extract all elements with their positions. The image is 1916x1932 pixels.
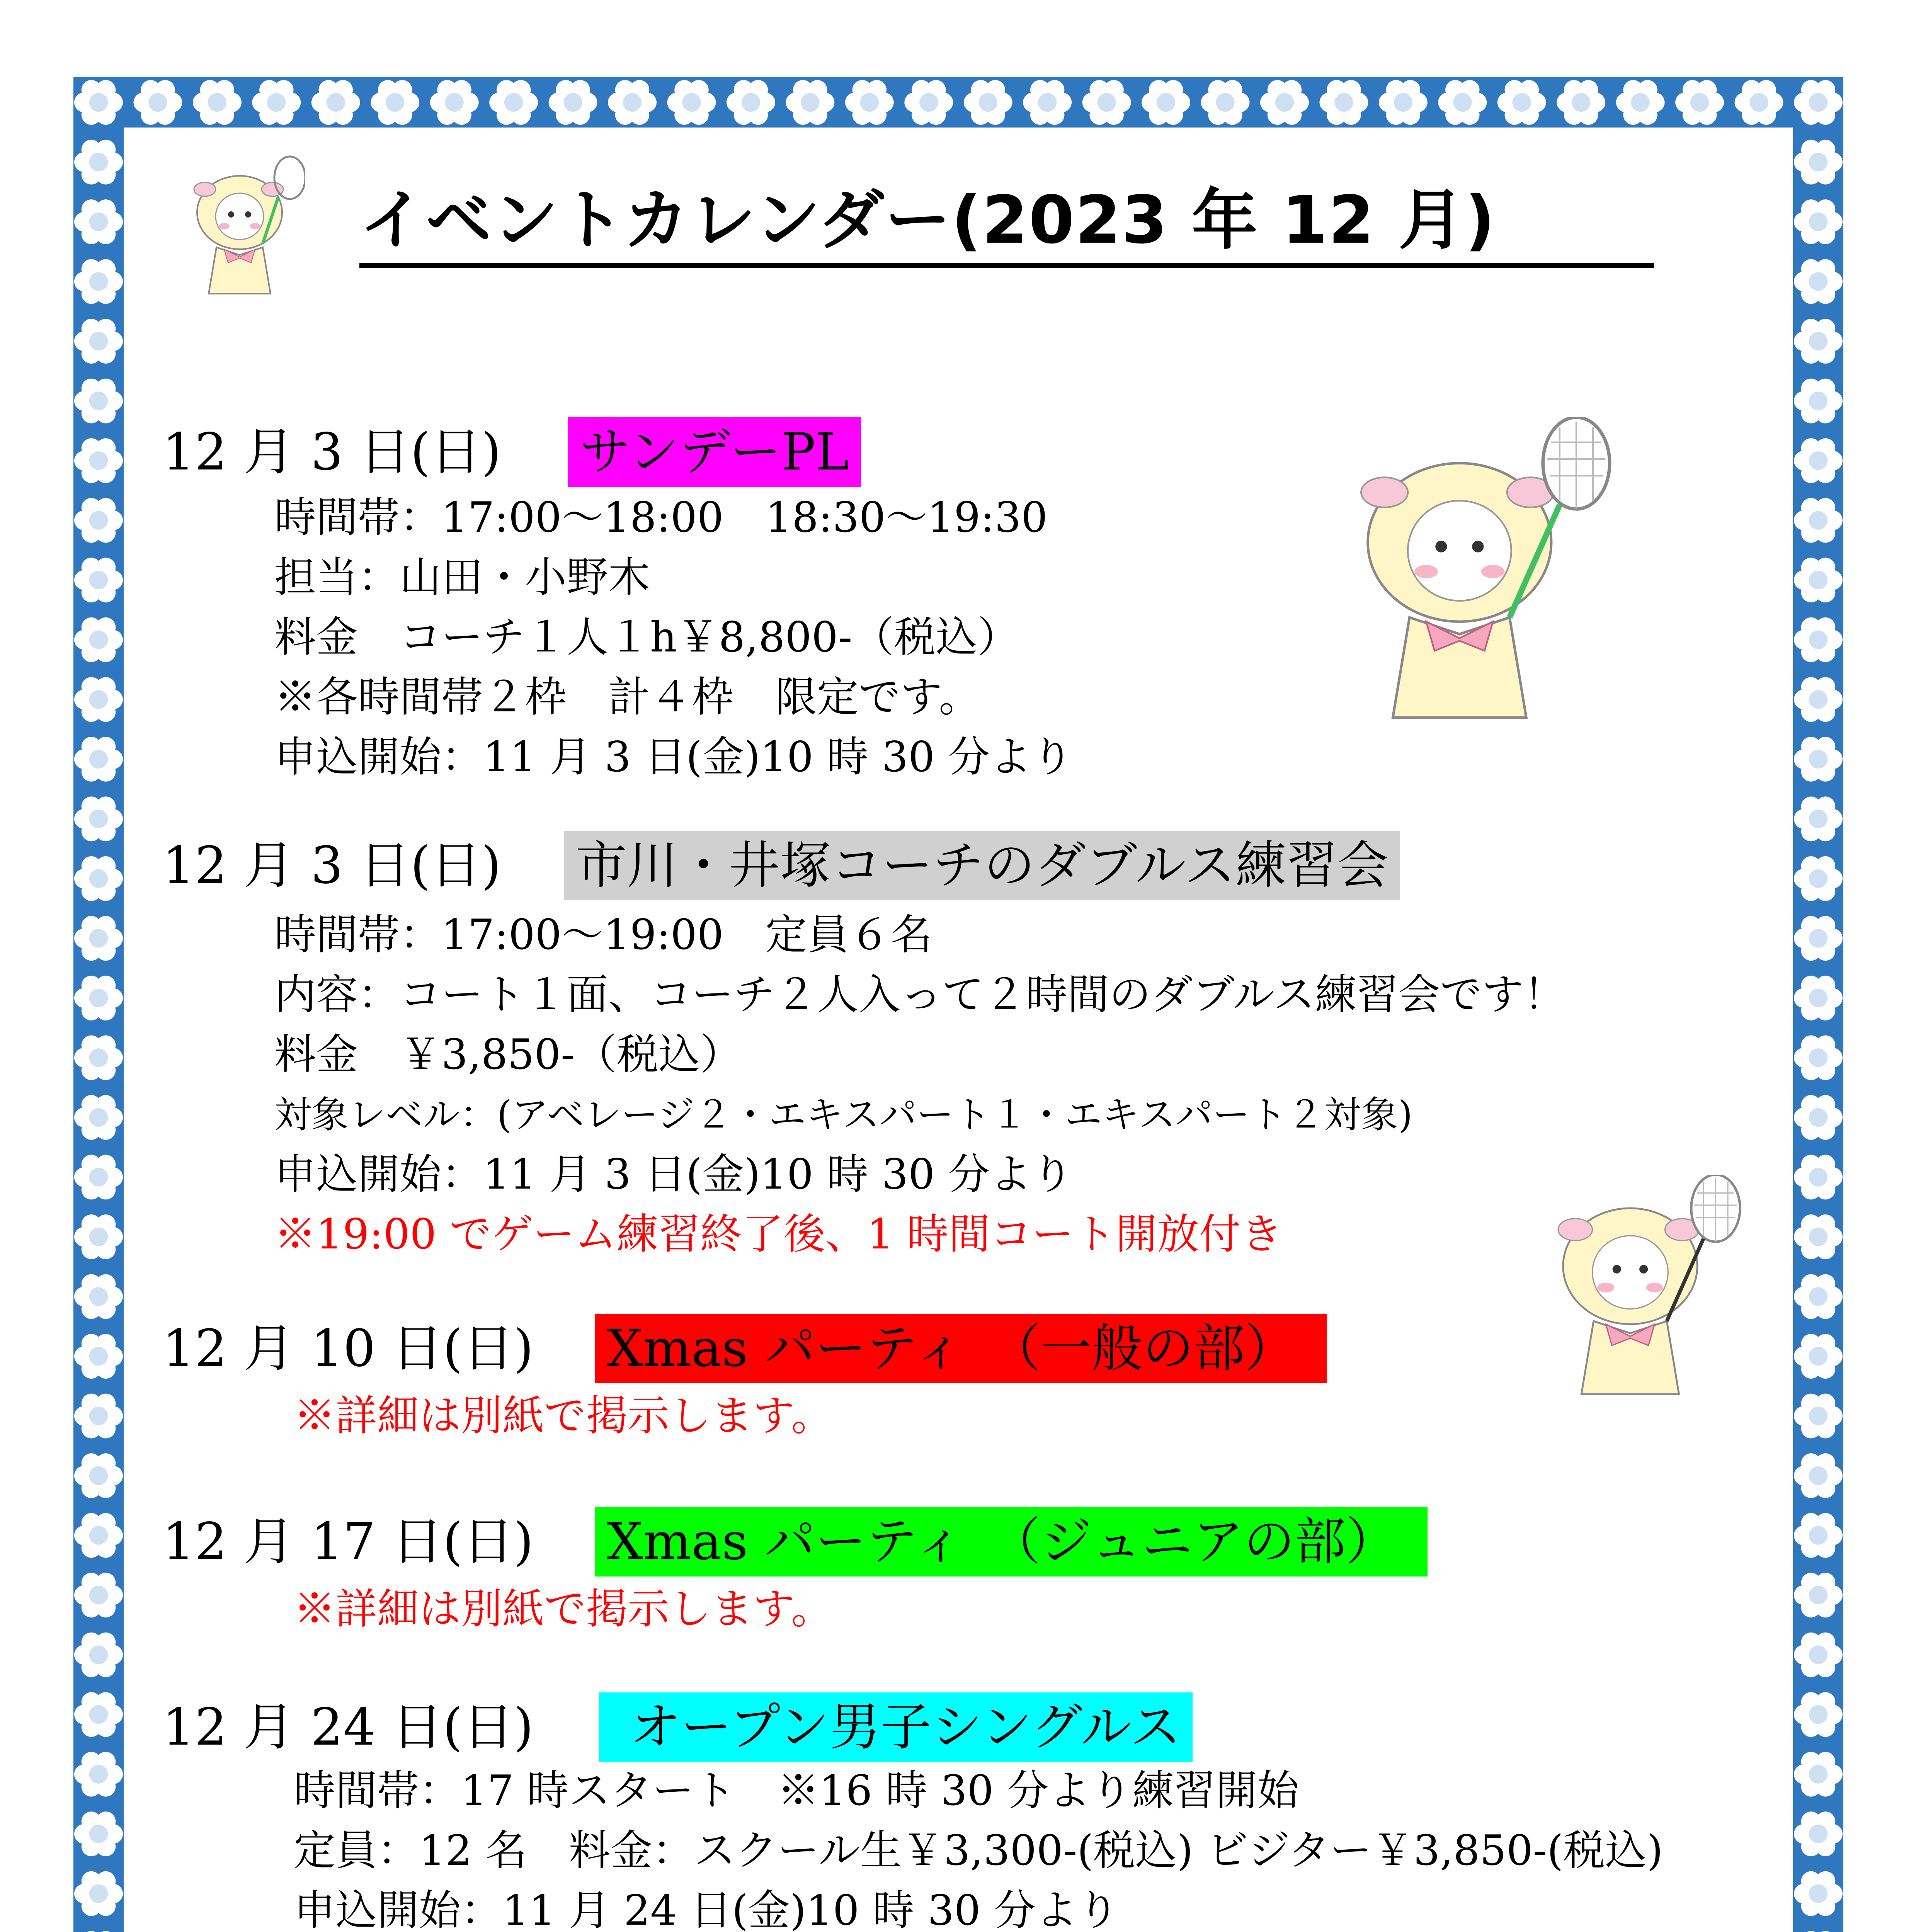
flower-icon bbox=[1794, 558, 1843, 602]
flower-icon bbox=[74, 1394, 123, 1439]
flower-icon bbox=[74, 1095, 123, 1140]
flower-icon bbox=[74, 1752, 123, 1797]
flower-icon bbox=[1201, 80, 1250, 125]
event-detail: 申込開始：11 月 24 日(金)10 時 30 分より bbox=[294, 1886, 1119, 1932]
event-note: ※詳細は別紙で掲示します。 bbox=[294, 1392, 833, 1440]
page-title: イベントカレンダー(2023 年 12 月) bbox=[359, 182, 1654, 268]
flower-icon bbox=[1794, 617, 1843, 662]
flower-icon bbox=[74, 796, 123, 841]
flower-icon bbox=[964, 80, 1012, 125]
flower-icon bbox=[74, 1633, 123, 1677]
flower-icon bbox=[1794, 856, 1843, 901]
event-detail: ※各時間帯２枠 計４枠 限定です。 bbox=[274, 673, 981, 721]
event-name: サンデーPL bbox=[568, 417, 861, 487]
flower-icon bbox=[1023, 80, 1072, 125]
flower-icon bbox=[1794, 199, 1843, 244]
flower-icon bbox=[1794, 737, 1843, 782]
flower-icon bbox=[311, 80, 360, 125]
flower-icon bbox=[193, 80, 242, 125]
flower-icon bbox=[1794, 498, 1843, 543]
flower-icon bbox=[74, 80, 123, 125]
flower-icon bbox=[1794, 796, 1843, 841]
flower-icon bbox=[845, 80, 894, 125]
flower-icon bbox=[1616, 80, 1665, 125]
flower-icon bbox=[1794, 80, 1843, 125]
flower-icon bbox=[1794, 1453, 1843, 1498]
flower-icon bbox=[1794, 976, 1843, 1020]
flower-icon bbox=[667, 80, 716, 125]
flower-icon bbox=[74, 1811, 123, 1856]
flower-icon bbox=[74, 1513, 123, 1558]
flower-icon bbox=[74, 140, 123, 185]
event-detail: 申込開始：11 月 3 日(金)10 時 30 分より bbox=[274, 1150, 1074, 1199]
event-detail: 担当：山田・小野木 bbox=[274, 553, 650, 602]
flower-icon bbox=[1794, 379, 1843, 423]
flower-icon bbox=[1557, 80, 1605, 125]
sheep-tennis-mascot-icon bbox=[174, 155, 305, 301]
flower-icon bbox=[74, 1692, 123, 1737]
flower-icon bbox=[786, 80, 834, 125]
flower-icon bbox=[74, 1214, 123, 1259]
flower-icon bbox=[1260, 80, 1309, 125]
flower-icon bbox=[1794, 677, 1843, 722]
event-date: 12 月 3 日(日) bbox=[162, 836, 501, 895]
flower-icon bbox=[904, 80, 953, 125]
event-note: ※19:00 でゲーム練習終了後、1 時間コート開放付き bbox=[274, 1210, 1283, 1259]
event-detail: 時間帯：17:00～19:00 定員６名 bbox=[274, 911, 932, 959]
flower-icon bbox=[74, 1155, 123, 1200]
flower-icon bbox=[74, 976, 123, 1020]
flower-icon bbox=[1794, 1095, 1843, 1140]
event-name: 市川・井塚コーチのダブルス練習会 bbox=[564, 831, 1400, 900]
event-detail: 料金 ￥3,850-（税込） bbox=[274, 1031, 742, 1079]
event-5-header bbox=[162, 1692, 1181, 1762]
flower-icon bbox=[1794, 259, 1843, 304]
flower-icon bbox=[489, 80, 538, 125]
flower-icon bbox=[1794, 1692, 1843, 1737]
sheep-tennis-mascot-icon bbox=[1322, 417, 1631, 734]
flower-icon bbox=[1319, 80, 1368, 125]
flower-icon bbox=[1379, 80, 1428, 125]
flower-icon bbox=[74, 259, 123, 304]
flower-icon bbox=[1794, 1214, 1843, 1259]
event-date: 12 月 24 日(日) bbox=[162, 1697, 534, 1757]
event-4-header bbox=[162, 1507, 1397, 1577]
flower-icon bbox=[74, 1334, 123, 1379]
flower-icon bbox=[1794, 1871, 1843, 1916]
event-name: Xmas パーティ （一般の部） bbox=[595, 1314, 1327, 1383]
event-detail: 時間帯：17:00～18:00 18:30～19:30 bbox=[274, 493, 1048, 542]
flower-icon bbox=[74, 1274, 123, 1319]
flower-icon bbox=[430, 80, 479, 125]
event-detail: 料金 コーチ１人１h￥8,800-（税込） bbox=[274, 613, 1019, 662]
flower-icon bbox=[74, 617, 123, 662]
flower-icon bbox=[134, 80, 182, 125]
flower-icon bbox=[74, 1035, 123, 1080]
flower-icon bbox=[74, 379, 123, 423]
event-name: Xmas パーティ （ジュニアの部） bbox=[595, 1507, 1428, 1577]
event-detail: 申込開始：11 月 3 日(金)10 時 30 分より bbox=[274, 733, 1074, 781]
flower-icon bbox=[1794, 916, 1843, 961]
event-detail: 時間帯：17 時スタート ※16 時 30 分より練習開始 bbox=[294, 1767, 1299, 1815]
flower-icon bbox=[74, 1871, 123, 1916]
event-detail: 定員：12 名 料金：スクール生￥3,300-(税込) ビジター￥3,850-(税込) bbox=[294, 1827, 1663, 1875]
flower-icon bbox=[1794, 1633, 1843, 1677]
flower-icon bbox=[1794, 1752, 1843, 1797]
flower-icon bbox=[1794, 1573, 1843, 1617]
flower-icon bbox=[74, 677, 123, 722]
flower-icon bbox=[1794, 438, 1843, 483]
flower-icon bbox=[74, 319, 123, 364]
event-date: 12 月 3 日(日) bbox=[162, 422, 501, 482]
flower-icon bbox=[1794, 1394, 1843, 1439]
flower-icon bbox=[1142, 80, 1190, 125]
flower-icon bbox=[608, 80, 657, 125]
flower-icon bbox=[74, 916, 123, 961]
event-note: ※詳細は別紙で掲示します。 bbox=[294, 1585, 833, 1633]
flower-icon bbox=[1794, 1274, 1843, 1319]
event-detail: 対象レベル：(アベレージ２・エキスパート１・エキスパート２対象) bbox=[274, 1093, 1413, 1136]
flower-icon bbox=[74, 1573, 123, 1617]
flower-icon bbox=[727, 80, 775, 125]
event-detail: 内容：コート１面、コーチ２人入って２時間のダブルス練習会です！ bbox=[274, 971, 1565, 1019]
flower-icon bbox=[74, 199, 123, 244]
flower-icon bbox=[74, 558, 123, 602]
flower-icon bbox=[74, 737, 123, 782]
flower-icon bbox=[371, 80, 419, 125]
event-date: 12 月 17 日(日) bbox=[162, 1512, 534, 1571]
flower-icon bbox=[1794, 1035, 1843, 1080]
flower-icon bbox=[1794, 1155, 1843, 1200]
flower-icon bbox=[1794, 1811, 1843, 1856]
event-2-header bbox=[162, 831, 1389, 900]
flower-icon bbox=[1794, 1513, 1843, 1558]
event-3-header bbox=[162, 1314, 1296, 1383]
flower-icon bbox=[74, 438, 123, 483]
event-date: 12 月 10 日(日) bbox=[162, 1319, 534, 1378]
flower-icon bbox=[1497, 80, 1546, 125]
flower-icon bbox=[549, 80, 597, 125]
flower-icon bbox=[1675, 80, 1724, 125]
flower-icon bbox=[252, 80, 301, 125]
sheep-tennis-mascot-icon bbox=[1530, 1175, 1754, 1406]
flower-icon bbox=[1735, 80, 1783, 125]
flower-icon bbox=[1082, 80, 1131, 125]
event-1-header bbox=[162, 417, 849, 487]
flower-icon bbox=[1794, 140, 1843, 185]
flower-icon bbox=[74, 498, 123, 543]
event-name: オープン男子シングルス bbox=[599, 1692, 1193, 1762]
flower-icon bbox=[74, 1453, 123, 1498]
flower-icon bbox=[74, 856, 123, 901]
flower-icon bbox=[1794, 1334, 1843, 1379]
flower-icon bbox=[1794, 319, 1843, 364]
flower-icon bbox=[1438, 80, 1487, 125]
